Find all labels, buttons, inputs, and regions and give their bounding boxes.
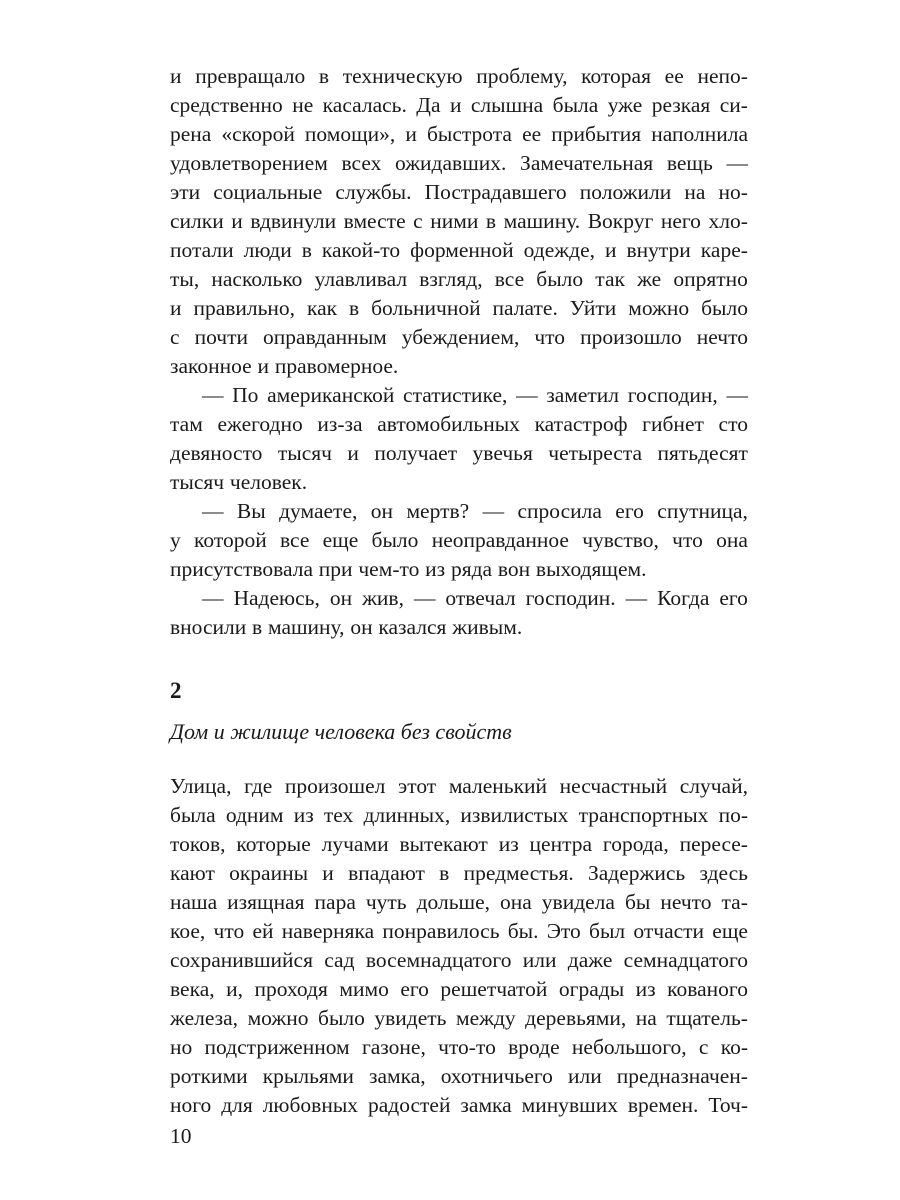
- paragraph: [170, 62, 748, 381]
- text-line: удовлетворением всех ожидавших. Замечательная вещь —: [170, 151, 748, 175]
- text-line: с почти оправданным убеждением, что произошло нечто: [170, 325, 748, 349]
- text-line: наша изящная пара чуть дольше, она увидела бы нечто та-: [170, 890, 748, 914]
- text-line: кают окраины и впадают в предместья. Задержись здесь: [170, 861, 748, 885]
- text-line: там ежегодно из-за автомобильных катастроф гибнет сто: [170, 412, 748, 436]
- text-line: силки и вдвинули вместе с ними в машину. Вокруг него хло-: [170, 209, 748, 233]
- text-line: присутствовала при чем-то из ряда вон выходящем.: [170, 557, 647, 581]
- paragraph: [170, 497, 748, 584]
- text-line: вносили в машину, он казался живым.: [170, 615, 523, 639]
- chapter-title: Дом и жилище человека без свойств: [170, 719, 512, 744]
- text-line: кое, что ей наверняка понравилось бы. Это был отчасти еще: [170, 919, 748, 943]
- chapter-number: 2: [170, 678, 182, 703]
- text-line: средственно не касалась. Да и слышна была уже резкая си-: [170, 93, 748, 117]
- page-number: 10: [170, 1124, 192, 1148]
- text-line: ты, насколько улавливал взгляд, все было так же опрятно: [170, 267, 748, 291]
- text-line: но подстриженном газоне, что-то вроде небольшого, с ко-: [170, 1035, 748, 1059]
- text-line: — По американской статистике, — заметил господин, —: [202, 383, 748, 407]
- text-line: ного для любовных радостей замка минувших времен. Точ-: [170, 1093, 748, 1117]
- text-line: и превращало в техническую проблему, которая ее непо-: [170, 64, 748, 88]
- text-block-top: [170, 62, 748, 642]
- text-line: — Надеюсь, он жив, — отвечал господин. — Когда его: [202, 586, 748, 610]
- text-line: рена «скорой помощи», и быстрота ее прибытия наполнила: [170, 122, 748, 146]
- text-line: законное и правомерное.: [170, 354, 399, 378]
- paragraph: [170, 584, 748, 642]
- text-line: эти социальные службы. Пострадавшего положили на но-: [170, 180, 748, 204]
- text-line: века, и, проходя мимо его решетчатой ограды из кованого: [170, 977, 748, 1001]
- text-line: роткими крыльями замка, охотничьего или предназначен-: [170, 1064, 748, 1088]
- text-line: девяносто тысяч и получает увечья четыреста пятьдесят: [170, 441, 748, 465]
- text-line: — Вы думаете, он мертв? — спросила его спутница,: [202, 499, 748, 523]
- text-line: железа, можно было увидеть между деревьями, на тщатель-: [170, 1006, 748, 1030]
- text-line: сохранившийся сад восемнадцатого или даже семнадцатого: [170, 948, 748, 972]
- text-line: Улица, где произошел этот маленький несчастный случай,: [170, 774, 748, 798]
- text-block-bottom: [170, 772, 748, 1120]
- text-line: тысяч человек.: [170, 470, 308, 494]
- paragraph: [170, 772, 748, 1120]
- paragraph: [170, 381, 748, 497]
- text-line: у которой все еще было неоправданное чувство, что она: [170, 528, 748, 552]
- text-line: и правильно, как в больничной палате. Уйти можно было: [170, 296, 748, 320]
- text-line: токов, которые лучами вытекают из центра города, пересе-: [170, 832, 748, 856]
- text-line: потали люди в какой-то форменной одежде, и внутри каре-: [170, 238, 748, 262]
- text-line: была одним из тех длинных, извилистых транспортных по-: [170, 803, 748, 827]
